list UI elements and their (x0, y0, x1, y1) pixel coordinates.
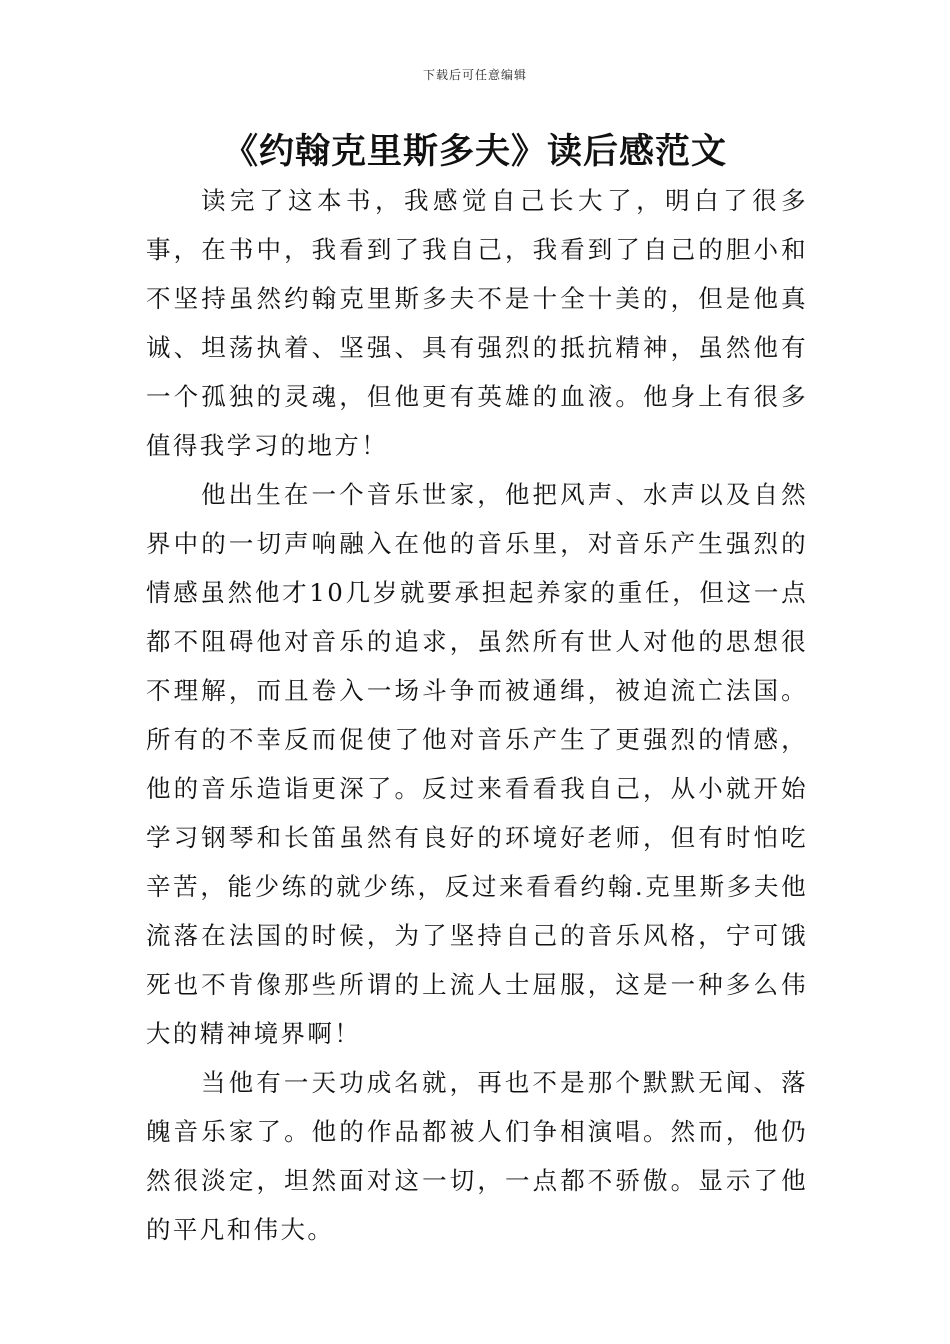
paragraph-3: 当他有一天功成名就，再也不是那个默默无闻、落魄音乐家了。他的作品都被人们争相演唱。然而，他仍然很淡定，坦然面对这一切，一点都不骄傲。显示了他的平凡和伟大。 (146, 1068, 808, 1244)
paragraph-1: 读完了这本书，我感觉自己长大了，明白了很多事，在书中，我看到了我自己，我看到了自己的胆小和不坚持虽然约翰克里斯多夫不是十全十美的，但是他真诚、坦荡执着、坚强、具有强烈的抵抗精神，虽然他有一个孤独的灵魂，但他更有英雄的血液。他身上有很多值得我学习的地方！ (146, 186, 808, 460)
document-body (146, 176, 808, 1254)
header-note: 下载后可任意编辑 (422, 68, 527, 82)
paragraph-2: 他出生在一个音乐世家，他把风声、水声以及自然界中的一切声响融入在他的音乐里，对音乐产生强烈的情感虽然他才10几岁就要承担起养家的重任，但这一点都不阻碍他对音乐的追求，虽然所有世人对他的思想很不理解，而且卷入一场斗争而被通缉，被迫流亡法国。所有的不幸反而促使了他对音乐产生了更强烈的情感，他的音乐造诣更深了。反过来看看我自己，从小就开始学习钢琴和长笛虽然有良好的环境好老师，但有时怕吃辛苦，能少练的就少练，反过来看看约翰.克里斯多夫他流落在法国的时候，为了坚持自己的音乐风格，宁可饿死也不肯像那些所谓的上流人士屈服，这是一种多么伟大的精神境界啊！ (146, 480, 808, 1048)
document-title: 《约翰克里斯多夫》读后感范文 (222, 132, 727, 172)
